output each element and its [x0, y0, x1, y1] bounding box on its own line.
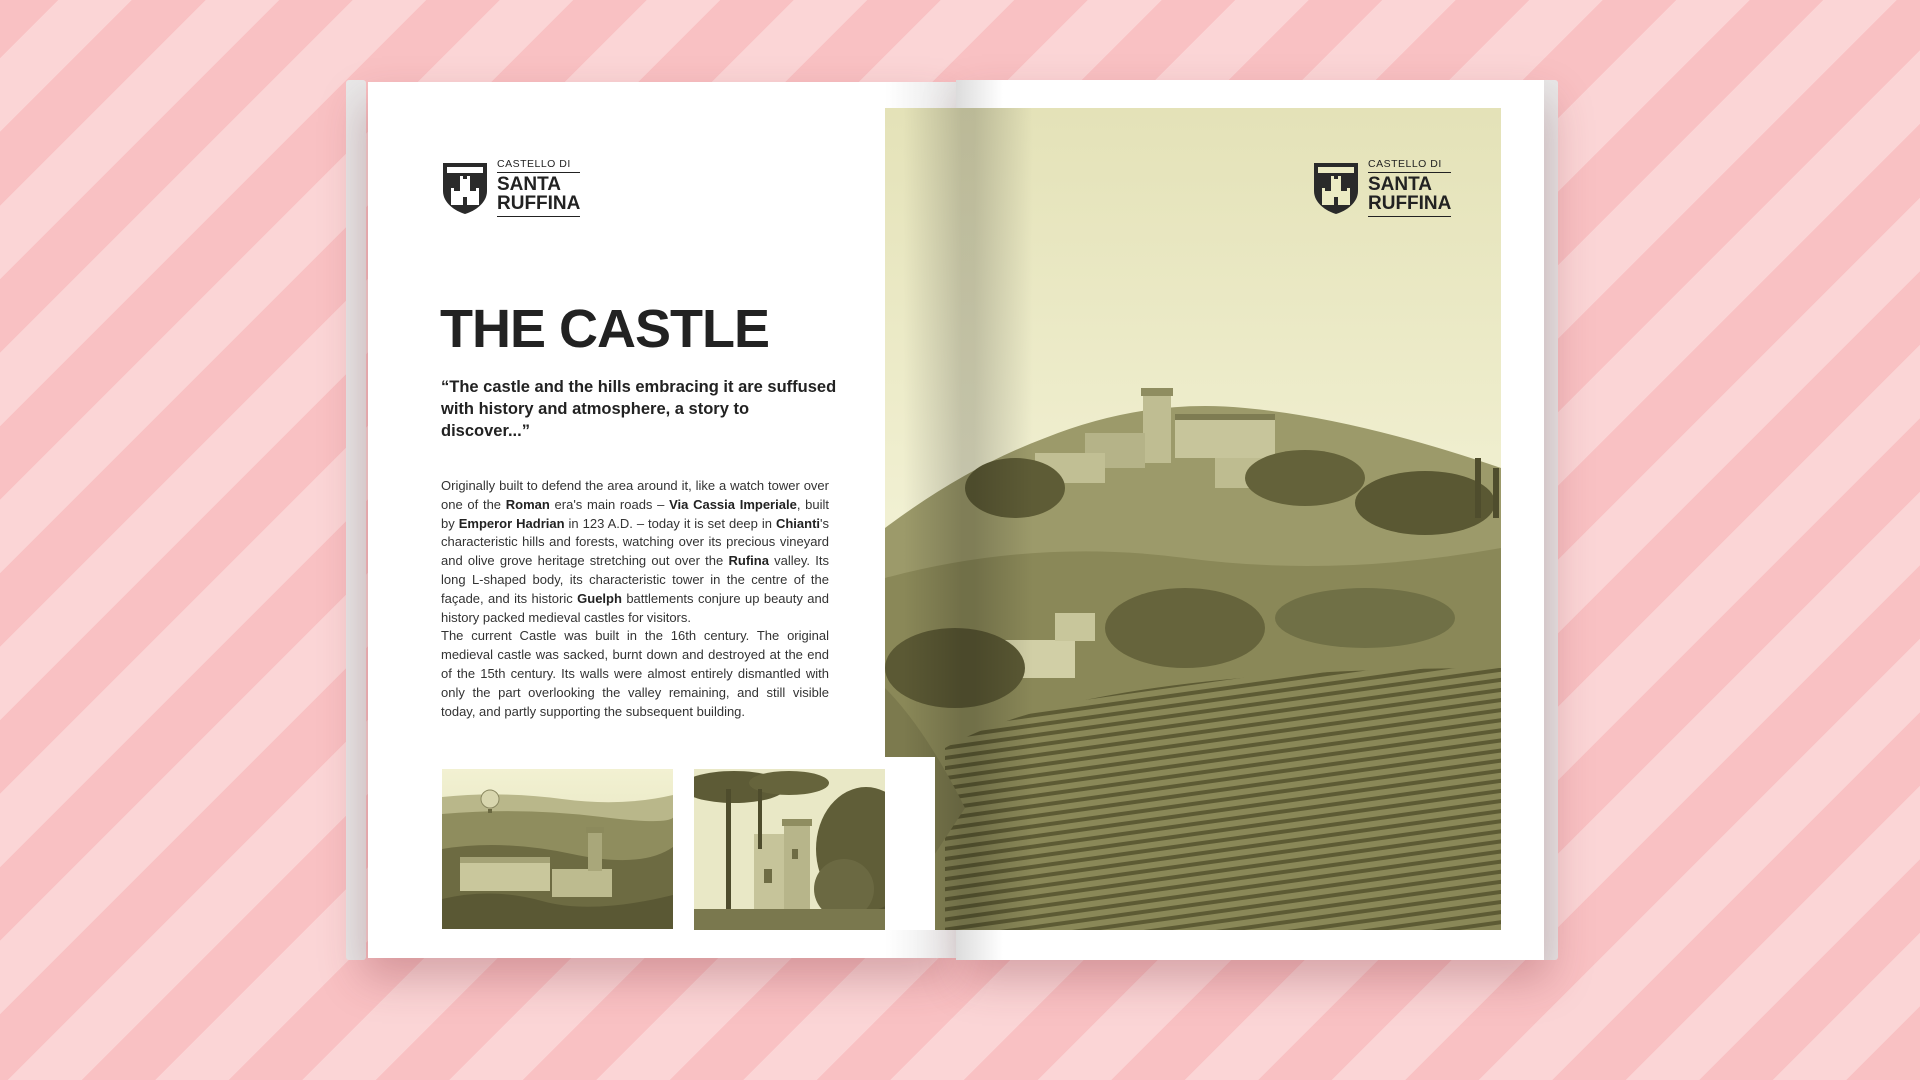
- brand-name-line1: SANTA: [497, 174, 562, 195]
- brand-logo-right: [1312, 158, 1451, 217]
- left-page-stack: [346, 80, 366, 960]
- paragraph-1: Originally built to defend the area around it, like a watch tower over one of the Roman era's main roads – Via Cassia Imperiale, built by Emperor Hadrian in 123 A.D. – today it is set deep in Chianti's characteristic hills and forests, watching over its precious vineyard and olive grove heritage stretching out over the Rufina valley. Its long L-shaped body, its characteristic tower in the centre of the façade, and its historic Guelph battlements conjure up beauty and history packed medieval castles for visitors.: [441, 478, 830, 625]
- brand-small-label: CASTELLO DI: [497, 158, 580, 173]
- left-page-margin: [885, 757, 935, 930]
- photo-castle-hill-vineyard: [885, 108, 1501, 930]
- photo-valley-balloon: [442, 769, 673, 929]
- paragraph-2: The current Castle was built in the 16th century. The original medieval castle was sacked, burnt down and destroyed at the end of the 15th century. Its walls were almost entirely dismantled with only the part overlooking the valley remaining, and still visible today, and partly supporting the subsequent building.: [441, 628, 829, 719]
- brand-logo-left: [441, 158, 580, 217]
- castle-shield-icon: [441, 161, 489, 215]
- brand-name-line2: RUFFINA: [497, 193, 581, 214]
- brand-small-label: CASTELLO DI: [1368, 158, 1451, 173]
- body-text: [441, 477, 829, 721]
- brand-name: [1368, 175, 1451, 217]
- pull-quote: “The castle and the hills embracing it are suffused with history and atmosphere, a story to discover...”: [441, 378, 837, 440]
- page-title: THE CASTLE: [440, 299, 770, 359]
- brand-name-line2: RUFFINA: [1368, 193, 1452, 214]
- brand-name-line1: SANTA: [1368, 174, 1433, 195]
- castle-shield-icon: [1312, 161, 1360, 215]
- brand-name: [497, 175, 580, 217]
